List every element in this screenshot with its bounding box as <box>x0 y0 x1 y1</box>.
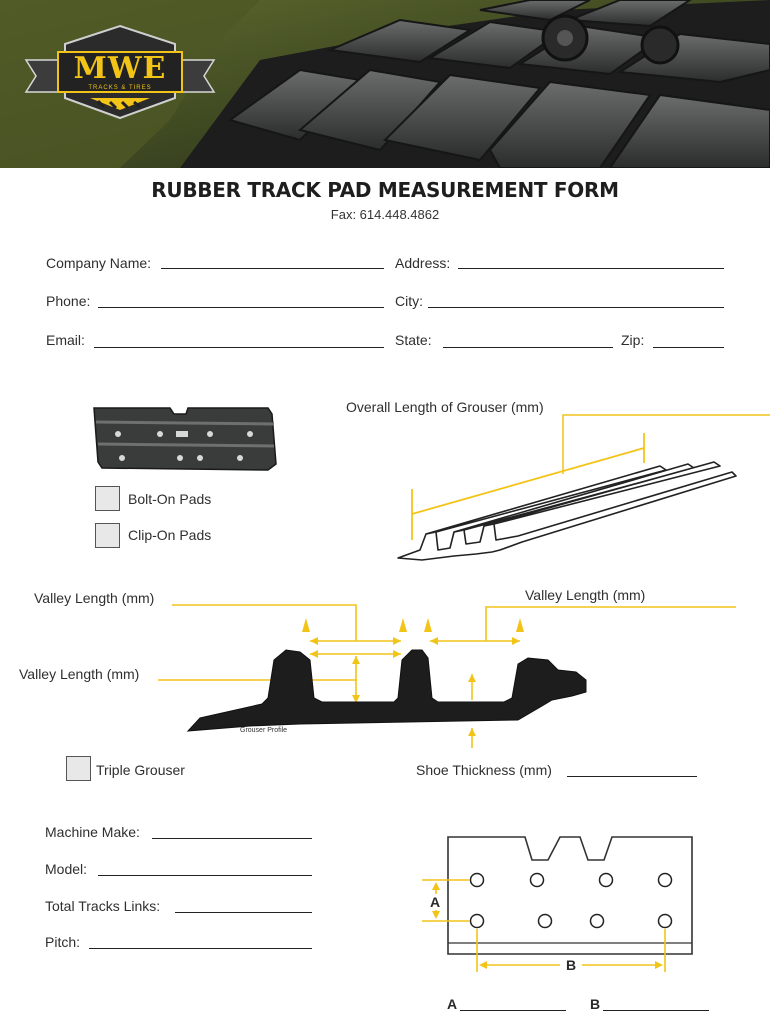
zip-field[interactable] <box>653 347 724 348</box>
company-name-label: Company Name: <box>46 255 152 271</box>
bolt-on-checkbox[interactable] <box>95 486 120 511</box>
dim-a-label: A <box>447 996 458 1012</box>
company-name-field[interactable] <box>161 268 384 269</box>
logo-subtext: TRACKS & TIRES <box>88 85 152 91</box>
city-label: City: <box>395 293 423 309</box>
pitch-field[interactable] <box>89 948 312 949</box>
total-links-label: Total Tracks Links: <box>45 898 161 914</box>
email-label: Email: <box>46 332 85 348</box>
pitch-label: Pitch: <box>45 934 81 950</box>
dim-b-marker: B <box>566 957 577 973</box>
clip-on-label: Clip-On Pads <box>128 527 212 543</box>
valley-length-left-label: Valley Length (mm) <box>34 590 155 606</box>
valley-length-right-label: Valley Length (mm) <box>525 587 646 603</box>
track-pad-image <box>90 404 280 474</box>
shoe-thickness-label: Shoe Thickness (mm) <box>416 762 552 778</box>
email-field[interactable] <box>94 347 384 348</box>
phone-label: Phone: <box>46 293 91 309</box>
zip-label: Zip: <box>621 332 645 348</box>
mwe-logo <box>20 22 220 122</box>
triple-grouser-checkbox[interactable] <box>66 756 91 781</box>
fax-number: Fax: 614.448.4862 <box>330 207 440 222</box>
grouser-profile-diagram <box>0 598 770 758</box>
dim-b-label: B <box>590 996 601 1012</box>
form-title: RUBBER TRACK PAD MEASUREMENT FORM <box>151 178 619 202</box>
overall-length-label: Overall Length of Grouser (mm) <box>346 399 544 415</box>
pad-dimension-diagram <box>420 830 710 980</box>
state-field[interactable] <box>443 347 613 348</box>
city-field[interactable] <box>428 307 724 308</box>
overall-length-diagram <box>392 410 770 570</box>
machine-make-field[interactable] <box>152 838 312 839</box>
state-label: State: <box>395 332 432 348</box>
phone-field[interactable] <box>98 307 384 308</box>
dim-b-field[interactable] <box>603 1010 709 1011</box>
address-label: Address: <box>395 255 451 271</box>
valley-length-side-label: Valley Length (mm) <box>19 666 140 682</box>
address-field[interactable] <box>458 268 724 269</box>
bolt-on-label: Bolt-On Pads <box>128 491 212 507</box>
model-field[interactable] <box>98 875 312 876</box>
shoe-thickness-field[interactable] <box>567 776 697 777</box>
logo-text: MWE <box>73 51 167 86</box>
grouser-profile-caption: Grouser Profile <box>240 727 288 734</box>
triple-grouser-label: Triple Grouser <box>96 762 185 778</box>
machine-make-label: Machine Make: <box>45 824 140 840</box>
clip-on-checkbox[interactable] <box>95 523 120 548</box>
total-links-field[interactable] <box>175 912 312 913</box>
dim-a-field[interactable] <box>460 1010 566 1011</box>
dim-a-marker: A <box>430 894 441 910</box>
model-label: Model: <box>45 861 88 877</box>
